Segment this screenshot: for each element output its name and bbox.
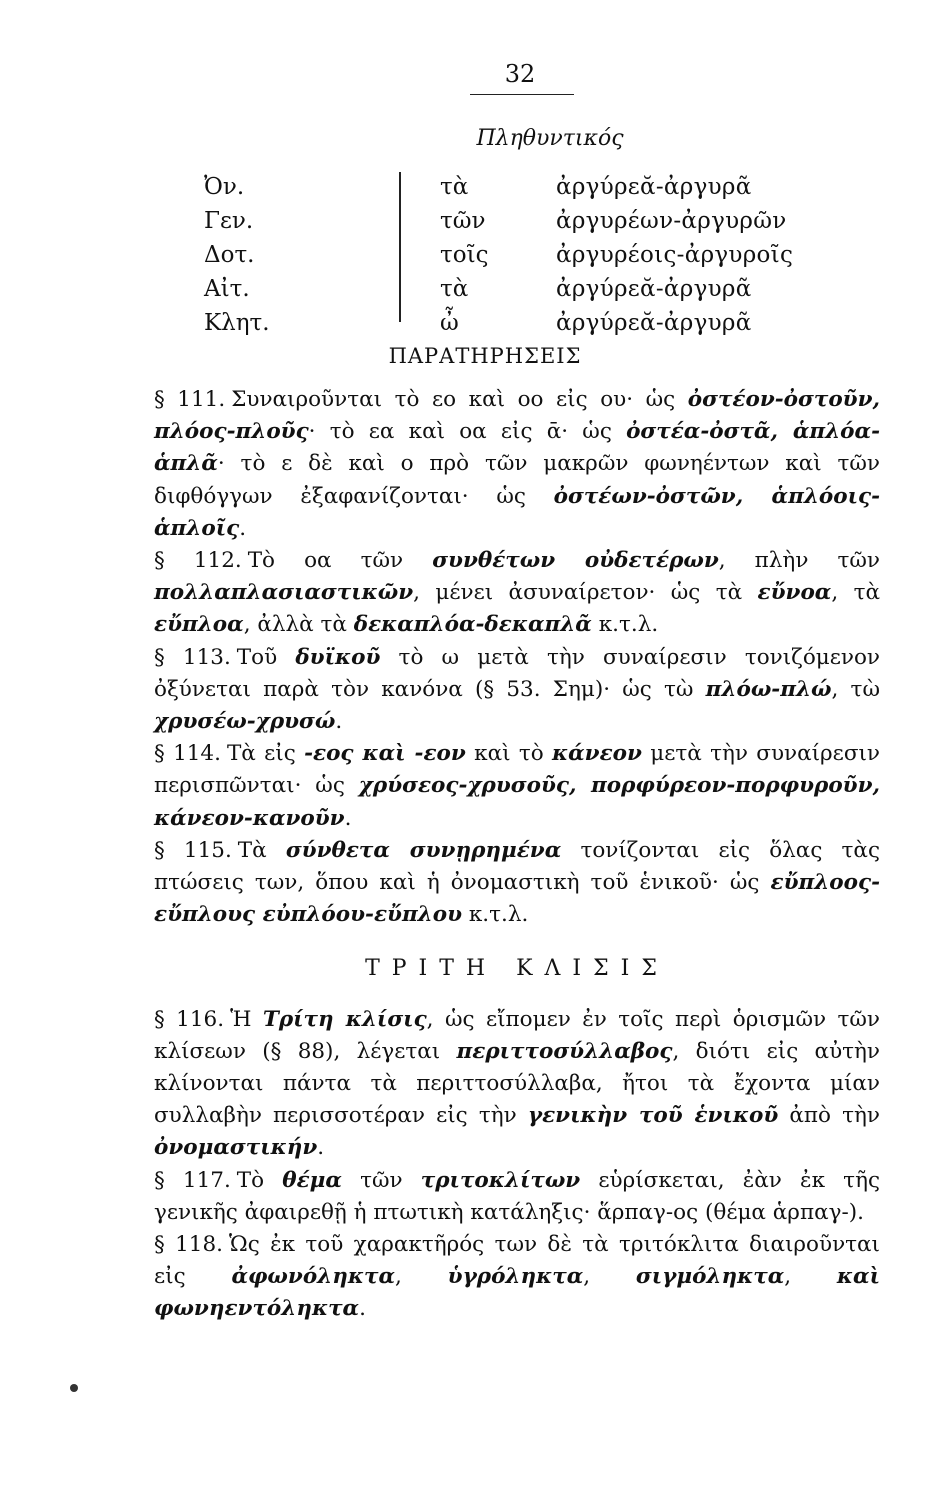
form-cell: ἀργύρεᾰ-ἀργυρᾶ (556, 276, 752, 302)
text: Τοῦ (236, 644, 296, 670)
text: ἀπὸ τὴν (778, 1103, 881, 1129)
term: ὀνομαστικήν (154, 1135, 318, 1161)
term: χρύσεος-χρυσοῦς, πορφύρεον-πορφυροῦν, κάνεον-κανοῦν (154, 773, 880, 831)
plural-heading: Πληθυντικός (476, 126, 624, 151)
text: . (344, 805, 352, 831)
text: . (359, 1296, 366, 1322)
paragraph-111 (154, 384, 880, 545)
section-number: § 114. (154, 741, 221, 767)
text: · τὸ εα καὶ οα εἰς ᾱ· ὡς (308, 419, 627, 445)
text: , ἀλλὰ τὰ (243, 612, 354, 638)
text: , (784, 1264, 837, 1290)
text: τῶν (341, 1167, 421, 1193)
text: , (583, 1264, 636, 1290)
paragraph-118 (154, 1229, 880, 1326)
text: Ὡς ἐκ τοῦ χαρακτῆρός των δὲ τὰ τριτόκλιτα διαιροῦνται εἰς (154, 1232, 880, 1290)
text: , ὡς εἴπομεν ἐν τοῖς περὶ ὁρισμῶν τῶν κλίσεων (§ 88), λέγεται (154, 1006, 880, 1064)
article-column (440, 170, 540, 340)
term: εὔπλοος-εὔπλους εὐπλόου-εὔπλου (154, 870, 880, 928)
term: τριτοκλίτων (420, 1167, 581, 1193)
term: ὀστέων-ὀστῶν, ἁπλόοις-ἁπλοῖς (154, 483, 881, 541)
article-cell: τοῖς (440, 242, 489, 268)
case-label: Κλητ. (204, 310, 270, 336)
text: κ.τ.λ. (462, 902, 529, 928)
body-text (154, 384, 880, 1326)
term: -εος καὶ -εον (304, 741, 466, 767)
term: θέμα (282, 1167, 342, 1193)
case-label: Γεν. (204, 208, 254, 234)
article-cell: ὦ (440, 310, 459, 336)
term: σιγμόληκτα (635, 1264, 785, 1290)
text: , διότι εἰς αὐτὴν κλίνονται πάντα τὰ περιττοσύλλαβα, ἤτοι τὰ ἔχοντα μίαν συλλαβὴν περισσοτέραν εἰς τὴν (154, 1038, 880, 1129)
text: , πλὴν τῶν (718, 548, 880, 574)
page-number: 32 (504, 60, 536, 88)
section-number: § 117. (154, 1167, 231, 1193)
term: χρυσέω-χρυσώ (154, 709, 336, 735)
text: , τὼ (831, 676, 880, 702)
term: περιττοσύλλαβος (456, 1038, 673, 1064)
term: εὔνοα (757, 580, 832, 606)
ink-dot (70, 1384, 78, 1392)
text: , μένει ἀσυναίρετον· ὡς τὰ (413, 580, 758, 606)
term: καὶ φωνηεντόληκτα (154, 1264, 880, 1322)
section-number: § 111. (154, 387, 226, 412)
text: καὶ τὸ (465, 741, 553, 767)
remarks-heading: ΠΑΡΑΤΗΡΗΣΕΙΣ (388, 344, 582, 368)
paragraph-117 (154, 1165, 880, 1229)
text: Ἡ (230, 1006, 263, 1032)
term: πλόω-πλώ (705, 676, 832, 702)
text: · τὸ ε δὲ καὶ ο πρὸ τῶν μακρῶν φωνηέντων καὶ τῶν διφθόγγων ἐξαφανίζονται· ὡς (154, 451, 880, 509)
section-number: § 115. (154, 837, 232, 863)
text: εὑρίσκεται, ἐὰν ἐκ τῆς γενικῆς ἀφαιρεθῇ ἡ πτωτικὴ κατάληξις· ἅρπαγ-ος (θέμα ἁρπαγ-). (154, 1167, 880, 1225)
form-cell: ἀργυρέων-ἀργυρῶν (556, 208, 787, 234)
case-label: Αἰτ. (204, 276, 250, 302)
term: σύνθετα συνῃρημένα (285, 837, 562, 863)
article-cell: τὰ (440, 174, 469, 200)
term: συνθέτων οὐδετέρων (432, 548, 719, 574)
text: Τὰ (237, 837, 286, 863)
paragraph-112 (154, 545, 880, 642)
section-number: § 113. (154, 644, 231, 670)
text: Τὸ (236, 1167, 283, 1193)
text: . (335, 709, 343, 735)
term: ὀστέα-ὀστᾶ, ἁπλόα-ἁπλᾶ (154, 419, 880, 477)
table-divider (399, 172, 401, 322)
paragraph-113 (154, 642, 880, 739)
term: δεκαπλόα-δεκαπλᾶ (353, 612, 592, 638)
form-column (556, 170, 856, 340)
paragraph-116 (154, 1004, 880, 1165)
term: κάνεον (552, 741, 642, 767)
text: . (317, 1135, 325, 1161)
term: εὔπλοα (154, 612, 244, 638)
form-cell: ἀργυρέοις-ἀργυροῖς (556, 242, 794, 268)
text: Τὸ οα τῶν (247, 548, 433, 574)
term: πολλαπλασιαστικῶν (154, 580, 414, 606)
term: ἀφωνόληκτα (231, 1264, 395, 1290)
third-declension-heading: ΤΡΙΤΗ ΚΛΙΣΙΣ (365, 956, 669, 982)
term: ὑγρόληκτα (447, 1264, 584, 1290)
text: τονίζονται εἰς ὅλας τὰς πτώσεις των, ὅπου καὶ ἡ ὀνομαστικὴ τοῦ ἑνικοῦ· ὡς (154, 837, 880, 896)
text: . (239, 515, 247, 541)
text: μετὰ τὴν συναίρεσιν περισπῶνται· ὡς (154, 741, 880, 799)
term: Τρίτη κλίσις (262, 1006, 427, 1032)
text: τὸ ω μετὰ τὴν συναίρεσιν τονιζόμενον ὀξύνεται παρὰ τὸν κανόνα (§ 53. Σημ)· ὡς τὼ (154, 644, 880, 702)
section-number: § 112. (154, 548, 242, 574)
term: γενικὴν τοῦ ἑνικοῦ (527, 1103, 779, 1129)
article-cell: τῶν (440, 208, 486, 234)
text: Τὰ εἰς (226, 741, 305, 767)
case-column (204, 170, 394, 340)
text: , (395, 1264, 448, 1290)
case-label: Δοτ. (204, 242, 255, 268)
form-cell: ἀργύρεᾰ-ἀργυρᾶ (556, 310, 752, 336)
section-number: § 118. (154, 1232, 223, 1258)
paragraph-114 (154, 738, 880, 835)
section-number: § 116. (154, 1006, 225, 1032)
article-cell: τὰ (440, 276, 469, 302)
term: ὀστέον-ὀστοῦν, πλόος-πλοῦς (154, 387, 880, 445)
text: κ.τ.λ. (591, 612, 659, 638)
text: , τὰ (831, 580, 880, 606)
paragraph-115 (154, 835, 880, 932)
text: Συναιροῦνται τὸ εο καὶ οο εἰς ου· ὡς (231, 387, 688, 412)
case-label: Ὀν. (204, 174, 245, 200)
form-cell: ἀργύρεᾰ-ἀργυρᾶ (556, 174, 752, 200)
page-number-rule (470, 94, 574, 95)
term: δυϊκοῦ (295, 644, 381, 670)
